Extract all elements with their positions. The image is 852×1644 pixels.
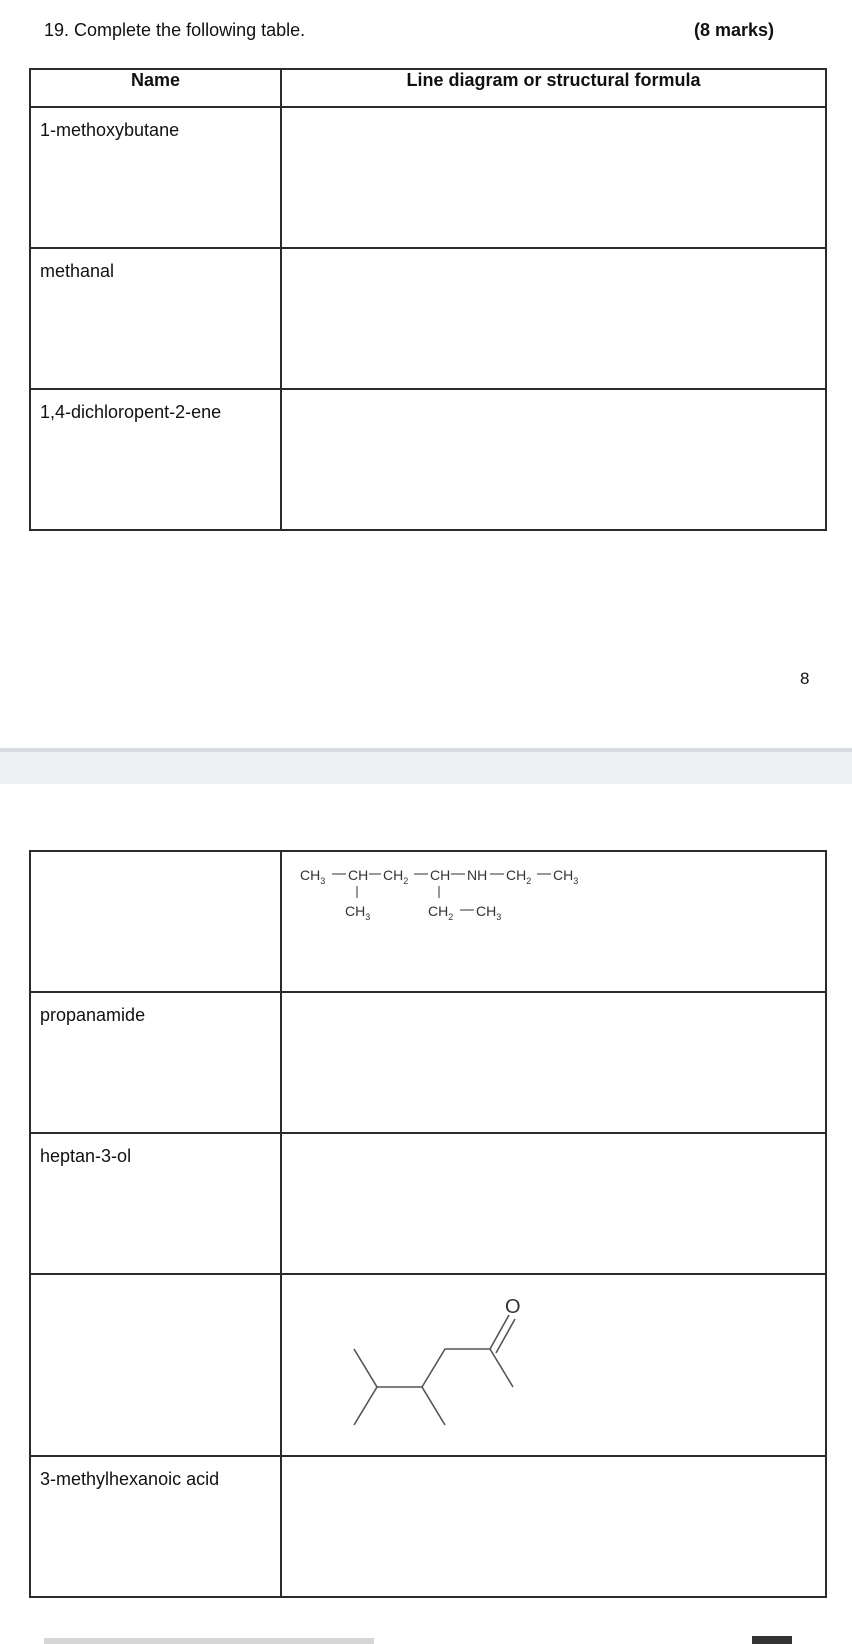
footer-cut-mark: [752, 1634, 802, 1644]
formula-subscript: 2: [403, 876, 409, 886]
svg-text:O: [505, 1296, 521, 1318]
svg-text:NH: [467, 867, 487, 883]
answer-cell[interactable]: [281, 248, 826, 389]
skeletal-cell: [281, 1274, 826, 1456]
formula-subscript: 2: [526, 876, 532, 886]
page-number: 8: [800, 669, 810, 688]
formula-atom: CH: [348, 867, 369, 883]
table-row: [30, 851, 826, 992]
table-row: [30, 1133, 826, 1274]
svg-text:CH2: [383, 867, 408, 886]
name-cell: [30, 992, 281, 1133]
formula-branch-atom: CH: [345, 903, 366, 919]
header-formula: Line diagram or structural formula: [281, 69, 826, 107]
answer-cell[interactable]: [281, 1456, 826, 1597]
structural-formula-drawing: [282, 852, 827, 991]
formula-subscript: 2: [448, 912, 454, 922]
svg-text:CH3: [476, 903, 501, 922]
oxygen-label: O: [505, 1296, 521, 1318]
answer-table-part1: [29, 68, 827, 531]
formula-subscript: 3: [496, 912, 502, 922]
svg-text:CH2: [506, 867, 531, 886]
svg-text:CH3: [553, 867, 578, 886]
skeletal-diagram: [282, 1275, 827, 1455]
compound-name: 1,4-dichloropent-2-ene: [40, 402, 222, 422]
svg-text:CH3: [300, 867, 325, 886]
formula-atom: NH: [467, 867, 488, 883]
formula-atom: CH: [383, 867, 404, 883]
question-header: [44, 18, 774, 46]
question-marks: (8 marks): [693, 20, 774, 40]
name-cell: [30, 1456, 281, 1597]
table-row: [30, 248, 826, 389]
compound-name: 1-methoxybutane: [40, 120, 180, 140]
name-cell: [30, 389, 281, 530]
name-cell: [30, 248, 281, 389]
answer-cell[interactable]: [281, 107, 826, 248]
footer-cut-text: [44, 1634, 374, 1644]
header-name: Name: [30, 69, 281, 107]
formula-cell: [281, 851, 826, 992]
formula-branch-atom: CH: [476, 903, 497, 919]
compound-name: 3-methylhexanoic acid: [40, 1469, 220, 1489]
name-answer-cell[interactable]: [30, 1274, 281, 1456]
answer-cell[interactable]: [281, 992, 826, 1133]
answer-cell[interactable]: [281, 389, 826, 530]
formula-atom: CH: [430, 867, 451, 883]
formula-branch-atom: CH: [428, 903, 449, 919]
formula-atom: CH: [300, 867, 321, 883]
table-row: [30, 389, 826, 530]
compound-name: [31, 1275, 280, 1287]
svg-text:CH2: [428, 903, 453, 922]
compound-name: methanal: [40, 261, 115, 281]
svg-text:CH3: [345, 903, 370, 922]
name-cell: [30, 1133, 281, 1274]
page-break-band: [0, 748, 852, 784]
table-row: [30, 992, 826, 1133]
table-header-row: [30, 69, 826, 107]
formula-atom: CH: [506, 867, 527, 883]
formula-subscript: 3: [365, 912, 371, 922]
answer-cell[interactable]: [281, 1133, 826, 1274]
question-title: 19. Complete the following table.: [44, 20, 306, 40]
name-cell: [30, 107, 281, 248]
table-row: [30, 1274, 826, 1456]
svg-text:CH: [348, 867, 368, 883]
compound-name: propanamide: [40, 1005, 146, 1025]
formula-subscript: 3: [320, 876, 326, 886]
skeletal-diagram-drawing: [282, 1275, 827, 1455]
table-row: [30, 107, 826, 248]
structural-formula: [282, 852, 827, 991]
name-answer-cell[interactable]: [30, 851, 281, 992]
table-row: [30, 1456, 826, 1597]
svg-text:CH: [430, 867, 450, 883]
formula-subscript: 3: [573, 876, 579, 886]
formula-atom: CH: [553, 867, 574, 883]
compound-name: heptan-3-ol: [40, 1146, 132, 1166]
compound-name: [31, 852, 280, 864]
answer-table-part2: [29, 850, 827, 1598]
